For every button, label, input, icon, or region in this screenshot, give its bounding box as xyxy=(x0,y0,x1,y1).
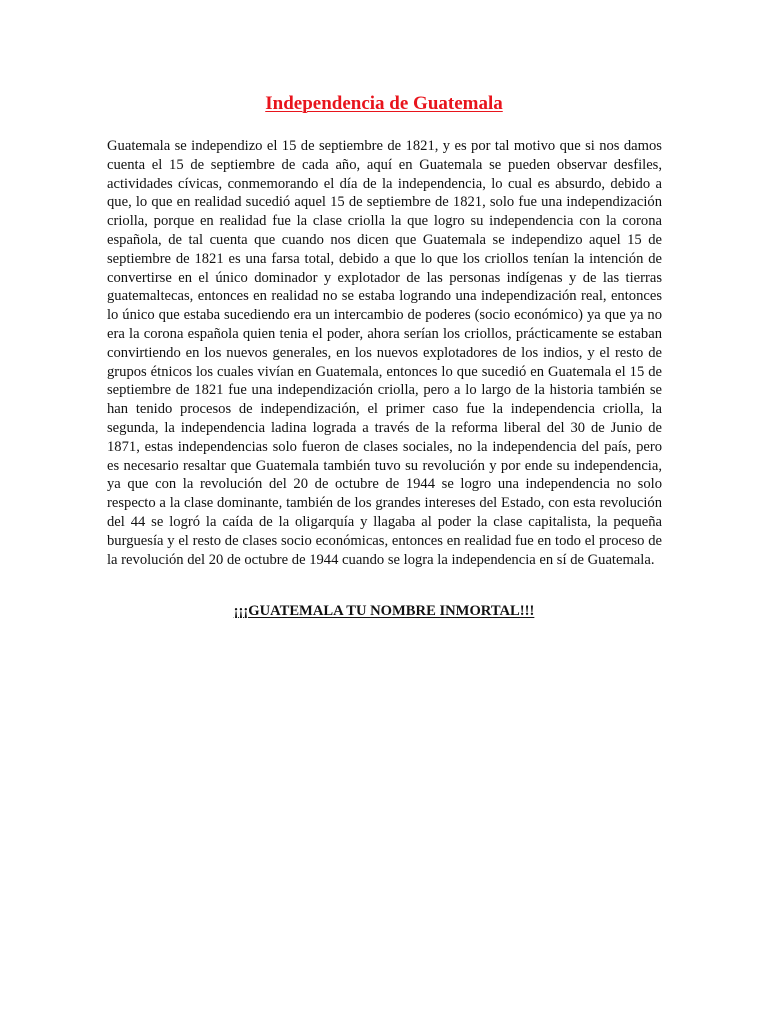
closing-slogan: ¡¡¡GUATEMALA TU NOMBRE INMORTAL!!! xyxy=(233,603,535,619)
document-title: Independencia de Guatemala xyxy=(265,93,503,114)
body-paragraph: Guatemala se independizo el 15 de septiembre de 1821, y es por tal motivo que si nos damos cuenta el 15 de septiembre de cada año, aquí en Guatemala se pueden observar desfiles, actividades cívicas, conmemorando el día de la independencia, lo cual es absurdo, debido a que, lo que en realidad sucedió aquel 15 de septiembre de 1821, solo fue una independización criolla, porque en realidad fue la clase criolla la que logro su independencia con la corona española, de tal cuenta que cuando nos dicen que Guatemala se independizo aquel 15 de septiembre de 1821 es una farsa total, debido a que lo que los criollos tenían la intención de convertirse en el único dominador y explotador de las personas indígenas y de las tierras guatemaltecas, entonces en realidad no se estaba logrando una independización real, entonces lo único que estaba sucediendo era un intercambio de poderes (socio económico) ya que ya no era la corona española quien tenia el poder, ahora serían los criollos, prácticamente se estaban convirtiendo en los nuevos generales, en los nuevos explotadores de los indios, y el resto de grupos étnicos los cuales vivían en Guatemala, entonces lo que sucedió en Guatemala el 15 de septiembre de 1821 fue una independización criolla, pero a lo largo de la historia también se han tenido procesos de independización, el primer caso fue la independencia criolla, la segunda, la independencia ladina lograda a través de la reforma liberal del 30 de Junio de 1871, estas independencias solo fueron de clases sociales, no la independencia del país, pero es necesario resaltar que Guatemala también tuvo su revolución y por ende su independencia, ya que con la revolución del 20 de octubre de 1944 se logro una independencia no solo respecto a la clase dominante, también de los grandes intereses del Estado, con esta revolución del 44 se logró la caída de la oligarquía y llagaba al poder la clase capitalista, la pequeña burguesía y el resto de clases socio económicas, entonces en realidad fue en todo el proceso de la revolución del 20 de octubre de 1944 cuando se logra la independencia en sí de Guatemala. xyxy=(107,138,662,568)
